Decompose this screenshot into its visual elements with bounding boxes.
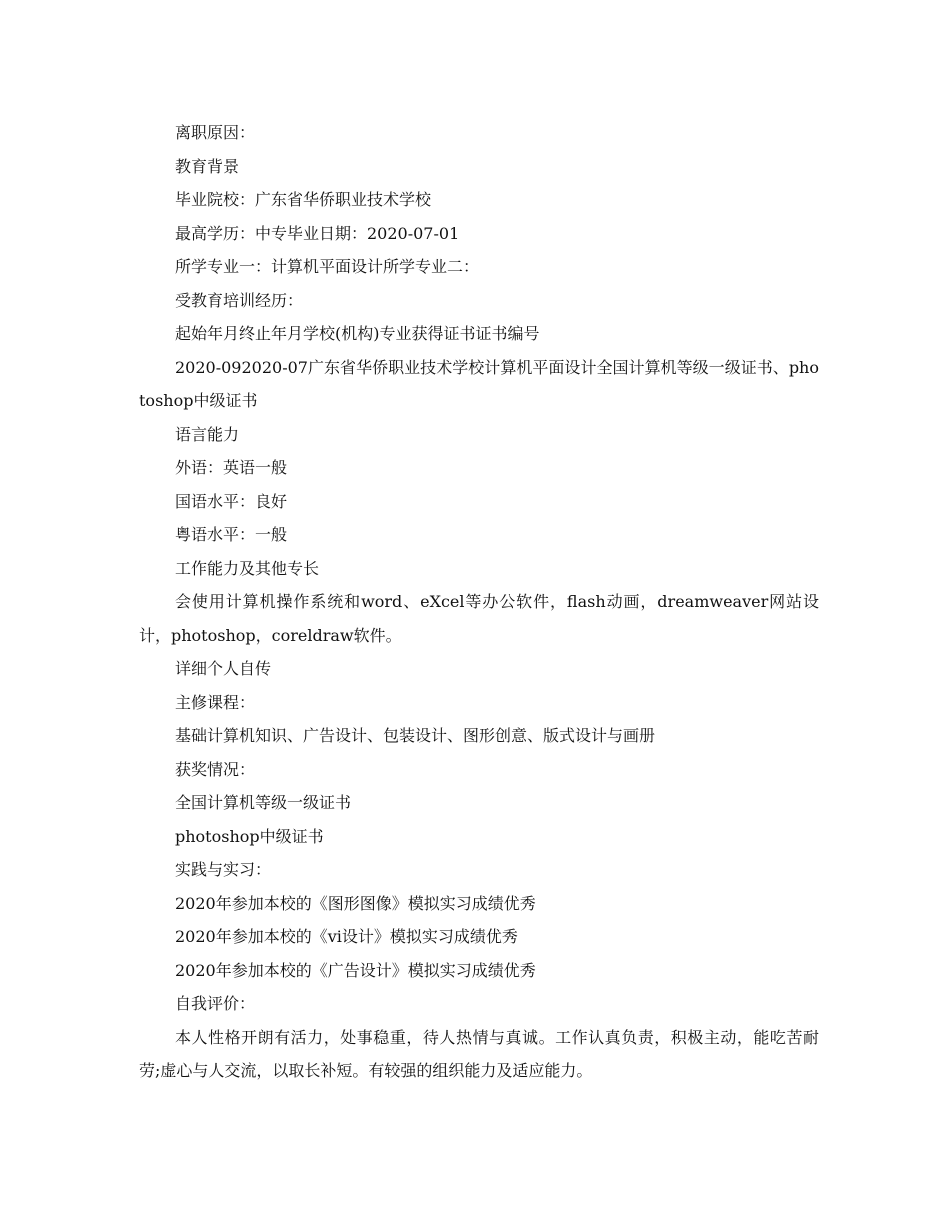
- paragraph-course-list: 基础计算机知识、广告设计、包装设计、图形创意、版式设计与画册: [175, 726, 656, 745]
- paragraph-highest-degree: 最高学历：中专毕业日期：2020-07-01: [175, 223, 460, 243]
- paragraph-award-photoshop-certificate: photoshop中级证书: [175, 826, 324, 846]
- paragraph-resignation-reason: 离职原因：: [175, 123, 256, 142]
- paragraph-training-columns: 起始年月终止年月学校(机构)专业获得证书证书编号: [175, 324, 540, 343]
- paragraph-internship-ad-design: 2020年参加本校的《广告设计》模拟实习成绩优秀: [175, 960, 536, 980]
- document-body: [139, 116, 819, 1088]
- heading-personal-statement: 详细个人自传: [175, 659, 272, 678]
- paragraph-internship-graphics: 2020年参加本校的《图形图像》模拟实习成绩优秀: [175, 893, 536, 913]
- paragraph-graduate-school: 毕业院校：广东省华侨职业技术学校: [175, 190, 432, 209]
- heading-main-courses: 主修课程：: [175, 692, 256, 712]
- heading-self-evaluation: 自我评价：: [175, 994, 256, 1013]
- heading-language-ability: 语言能力: [175, 424, 240, 444]
- paragraph-mandarin-level: 国语水平：良好: [175, 491, 288, 511]
- heading-training-experience: 受教育培训经历：: [175, 290, 304, 310]
- heading-education-background: 教育背景: [175, 156, 240, 176]
- paragraph-training-record: 2020-092020-07广东省华侨职业技术学校计算机平面设计全国计算机等级一级证书、photoshop中级证书: [139, 357, 819, 410]
- paragraph-majors: 所学专业一：计算机平面设计所学专业二：: [175, 257, 480, 276]
- heading-work-skills: 工作能力及其他专长: [175, 558, 320, 578]
- paragraph-cantonese-level: 粤语水平：一般: [175, 525, 288, 544]
- paragraph-foreign-language: 外语：英语一般: [175, 458, 288, 477]
- paragraph-software-skills: 会使用计算机操作系统和word、eXcel等办公软件，flash动画，dreamweaver网站设计，photoshop，coreldraw软件。: [139, 592, 819, 645]
- heading-awards: 获奖情况：: [175, 759, 256, 779]
- paragraph-self-evaluation: 本人性格开朗有活力，处事稳重，待人热情与真诚。工作认真负责，积极主动，能吃苦耐劳;虚心与人交流，以取长补短。有较强的组织能力及适应能力。: [139, 1027, 819, 1080]
- paragraph-internship-vi-design: 2020年参加本校的《vi设计》模拟实习成绩优秀: [175, 927, 518, 946]
- paragraph-award-computer-certificate: 全国计算机等级一级证书: [175, 793, 352, 812]
- heading-practice-internship: 实践与实习：: [175, 860, 272, 879]
